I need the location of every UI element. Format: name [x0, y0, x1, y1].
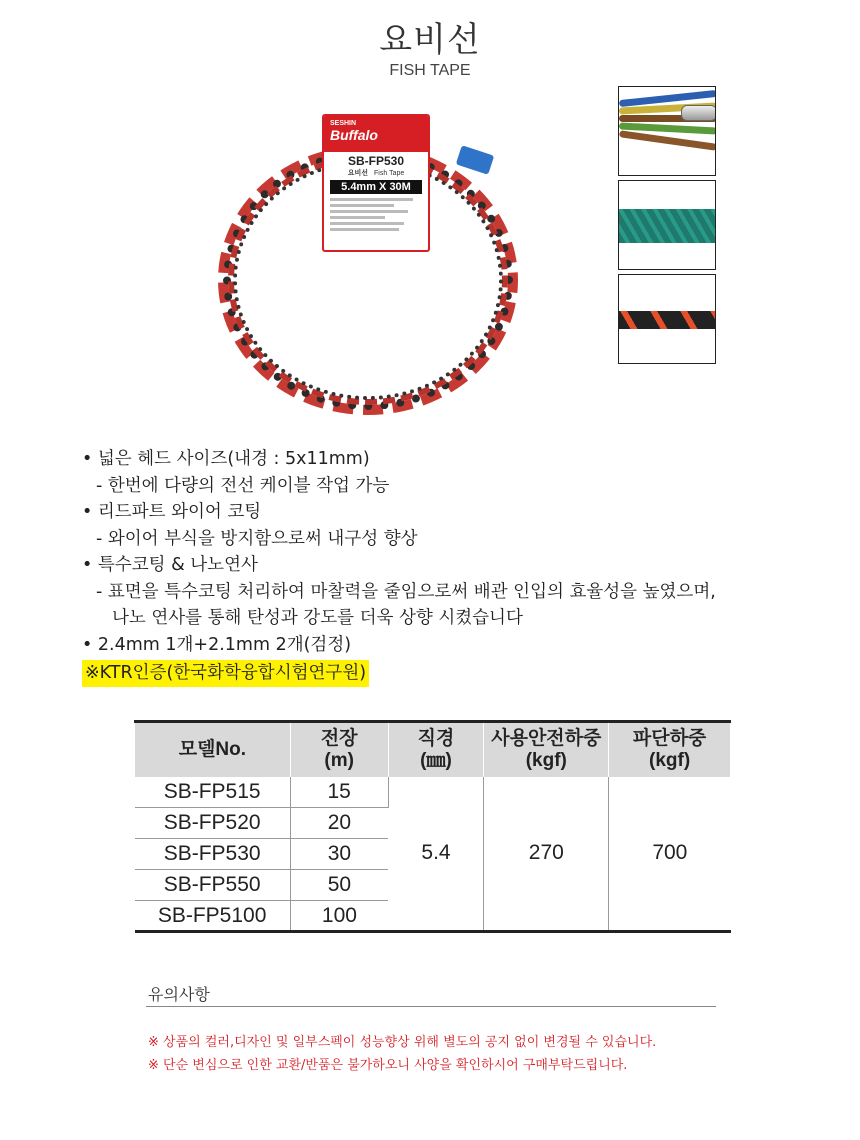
cell-length: 100 [290, 901, 388, 932]
detail-image-coating [618, 180, 716, 270]
cell-model: SB-FP520 [135, 808, 291, 839]
feature-item: • 특수코팅 & 나노연사 [82, 555, 258, 575]
notice-line: ※ 상품의 컬러,디자인 및 일부스펙이 성능향상 위해 별도의 공지 없이 변경될 수 있습니다. [148, 1035, 657, 1050]
feature-list [82, 446, 802, 687]
label-brand: Buffalo [330, 127, 378, 143]
product-label-card [322, 114, 430, 252]
feature-detail: - 표면을 특수코팅 처리하여 마찰력을 줄임으로써 배관 인입의 효율성을 높였으며, [96, 581, 716, 602]
feature-item: • 리드파트 와이어 코팅 [82, 502, 262, 522]
cell-safe-load: 270 [484, 777, 609, 932]
page-subtitle: FISH TAPE [389, 62, 471, 79]
cell-length: 50 [290, 870, 388, 901]
label-brand-area [324, 116, 428, 152]
col-header-safe-load: 사용안전하중 (kgf) [484, 722, 609, 777]
cell-length: 15 [290, 777, 388, 808]
cell-length: 30 [290, 839, 388, 870]
label-name-kr: 요비선 [347, 169, 369, 177]
cell-model: SB-FP550 [135, 870, 291, 901]
col-header-model: 모델No. [135, 722, 291, 777]
table-header-row [135, 722, 731, 777]
page-title: 요비선 [379, 20, 481, 60]
detail-image-head [618, 86, 716, 176]
feature-detail: - 와이어 부식을 방지함으로써 내구성 향상 [96, 528, 418, 549]
label-brand-small: SESHIN [330, 120, 357, 127]
coil-clip [456, 145, 495, 175]
label-spec: 5.4mm X 30M [330, 180, 422, 194]
cell-break-load: 700 [609, 777, 731, 932]
nano-strand-cable [619, 311, 716, 329]
label-name [324, 168, 428, 178]
cell-diameter: 5.4 [388, 777, 484, 932]
col-header-break-load: 파단하중 (kgf) [609, 722, 731, 777]
feature-item: • 넓은 헤드 사이즈(내경 : 5x11mm) [82, 449, 370, 469]
col-header-diameter: 직경 (㎜) [388, 722, 484, 777]
label-name-en: Fish Tape [374, 170, 405, 177]
label-model: SB-FP530 [347, 154, 405, 168]
notice-divider [146, 1006, 716, 1007]
feature-detail-cont: 나노 연사를 통해 탄성과 강도를 더욱 상향 시켰습니다 [112, 608, 523, 628]
cell-model: SB-FP530 [135, 839, 291, 870]
cell-length: 20 [290, 808, 388, 839]
detail-image-nano-strand [618, 274, 716, 364]
spec-table [134, 720, 731, 933]
product-image-coil [200, 100, 540, 430]
cell-model: SB-FP5100 [135, 901, 291, 932]
fish-tape-head [681, 105, 716, 121]
feature-item: • 2.4mm 1개+2.1mm 2개(검정) [82, 634, 352, 655]
notice-title: 유의사항 [148, 985, 210, 1004]
coated-wire [619, 209, 716, 243]
notice-line: ※ 단순 변심으로 인한 교환/반품은 불가하오니 사양을 확인하시어 구매부탁드립니다. [148, 1058, 628, 1073]
table-row [135, 777, 731, 808]
label-fine-print [330, 198, 422, 231]
feature-detail: - 한번에 다량의 전선 케이블 작업 가능 [96, 475, 390, 496]
col-header-length: 전장 (m) [290, 722, 388, 777]
cell-model: SB-FP515 [135, 777, 291, 808]
ktr-certification: ※KTR인증(한국화학융합시험연구원) [82, 660, 369, 687]
